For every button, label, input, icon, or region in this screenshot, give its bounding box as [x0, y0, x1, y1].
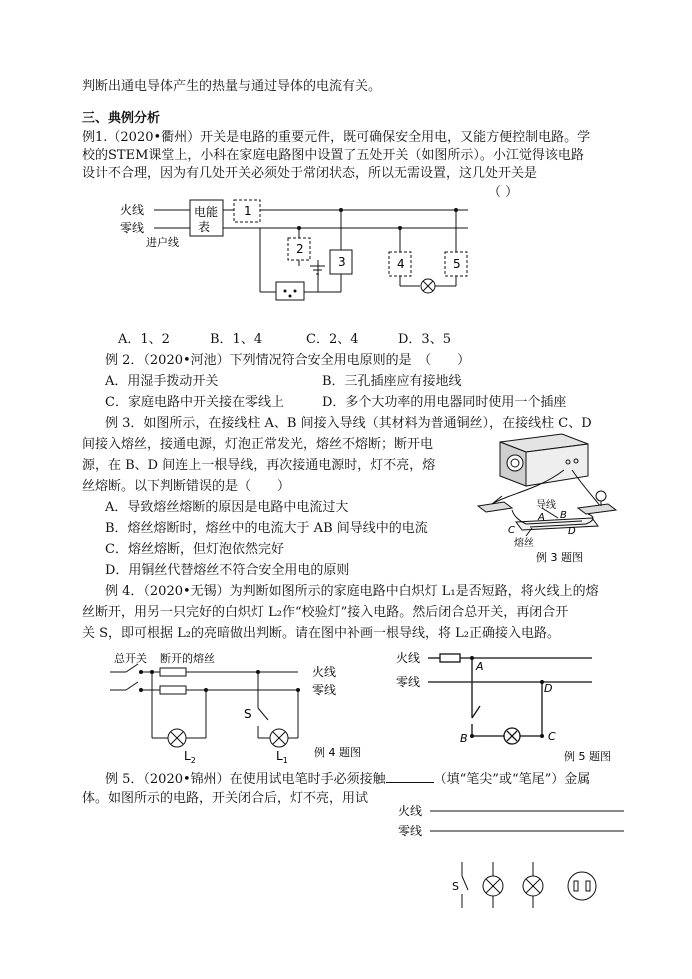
ex1-fig-switch-2: 2	[296, 242, 304, 256]
ex4-line3: 关 S，即可根据 L₂的亮暗做出判断。请在图中补画一根导线，将 L₂正确接入电路。	[82, 626, 560, 641]
ex5-fig-caption: 例 5 题图	[564, 750, 611, 763]
ex3-option-c: C．熔丝熔断，但灯泡依然完好	[105, 542, 284, 557]
ex3-line3: 源，在 B、D 间连上一根导线，再次接通电源时，灯不亮，熔	[82, 458, 436, 473]
ex4-fig-broken-fuse-label: 断开的熔丝	[160, 652, 215, 665]
ex1-line3: 设计不合理，因为有几处开关必须处于常闭状态，所以无需设置，这几处开关是	[82, 166, 538, 181]
ex5-fig-live-label: 火线	[396, 651, 421, 665]
ex5-answer-blank[interactable]	[386, 770, 434, 783]
ex5-fig-point-d: D	[544, 682, 553, 695]
ex5-fig-point-c: C	[548, 730, 556, 743]
ex4-fig-neutral-label: 零线	[312, 683, 337, 697]
ex5-circuit-figure	[392, 646, 622, 766]
ex1-answer-paren: （ ）	[488, 185, 519, 200]
ex2-option-b: B．三孔插座应有接地线	[322, 374, 462, 389]
ex3-line2: 间接入熔丝，接通电源，灯泡正常发光，熔丝不熔断；断开电	[82, 437, 434, 452]
ex5-qfig-neutral-label: 零线	[398, 824, 423, 838]
ex2-option-a: A．用湿手拨动开关	[105, 374, 219, 389]
ex5-question-figure	[396, 796, 628, 916]
ex1-fig-meter-label-1: 电能	[194, 205, 219, 219]
ex1-fig-switch-3: 3	[338, 255, 346, 269]
ex1-fig-meter-label-2: 表	[198, 220, 211, 234]
ex1-fig-switch-4: 4	[397, 257, 405, 271]
ex3-figure	[468, 430, 628, 566]
ex1-fig-switch-5: 5	[453, 257, 461, 271]
ex4-fig-caption: 例 4 题图	[314, 746, 361, 759]
ex3-line4: 丝熔断。以下判断错误的是（ ）	[82, 479, 291, 494]
ex4-fig-l1-label: $L_1$	[276, 749, 288, 765]
ex5-fig-neutral-label: 零线	[396, 675, 421, 689]
ex3-line1: 例 3．如图所示，在接线柱 A、B 间接入导线（其材料为普通铜丝），在接线柱 C、D	[105, 416, 592, 431]
ex3-fig-point-b: B	[560, 510, 567, 521]
ex5-line1-part-b: （填“笔尖”或“笔尾”）金属	[433, 772, 591, 787]
ex4-line2: 丝断开，用另一只完好的白炽灯 L₂作“校验灯”接入电路。然后闭合总开关，再闭合开	[82, 605, 569, 620]
ex1-option-b: B．1、4	[210, 332, 263, 347]
ex1-option-c: C．2、4	[306, 332, 359, 347]
ex4-fig-switch-s: S	[244, 707, 252, 721]
ex1-fig-live-label: 火线	[120, 203, 145, 217]
ex4-fig-main-switch-label: 总开关	[114, 652, 147, 665]
ex5-fig-point-a: A	[476, 660, 484, 673]
ex3-fig-wire-label: 导线	[536, 500, 556, 511]
ex4-fig-l2-label: $L_2$	[184, 749, 196, 765]
ex1-circuit-figure	[110, 192, 490, 312]
ex5-qfig-live-label: 火线	[398, 804, 423, 818]
ex1-fig-entry-label: 进户线	[146, 236, 179, 249]
ex4-fig-live-label: 火线	[312, 665, 337, 679]
ex2-stem: 例 2．（2020•河池）下列情况符合安全用电原则的是 （ ）	[105, 353, 471, 368]
ex2-option-d: D．多个大功率的用电器同时使用一个插座	[322, 395, 567, 410]
ex5-line1-part-a: 例 5．（2020•锦州）在使用试电笔时手必须接触	[105, 772, 386, 787]
ex5-qfig-switch-s: S	[452, 880, 459, 893]
intro-line: 判断出通电导体产生的热量与通过导体的电流有关。	[82, 79, 382, 94]
ex2-option-c: C．家庭电路中开关接在零线上	[105, 395, 284, 410]
ex3-option-a: A．导致熔丝熔断的原因是电路中电流过大	[105, 500, 349, 515]
ex4-line1: 例 4．（2020•无锡）为判断如图所示的家庭电路中白炽灯 L₁是否短路，将火线上的熔	[105, 584, 599, 599]
ex3-fig-point-d: D	[568, 526, 576, 537]
ex1-line1: 例1.（2020•衢州）开关是电路的重要元件，既可确保安全用电，又能方便控制电路。学	[82, 130, 591, 145]
ex3-fig-caption: 例 3 题图	[536, 551, 583, 564]
ex3-option-b: B．熔丝熔断时，熔丝中的电流大于 AB 间导线中的电流	[105, 521, 428, 536]
ex5-fig-point-b: B	[460, 732, 468, 745]
ex1-option-a: A．1、2	[118, 332, 170, 347]
ex4-circuit-figure	[108, 646, 378, 766]
ex1-line2: 校的STEM课堂上，小科在家庭电路图中设置了五处开关（如图所示）。小江觉得该电路	[82, 148, 584, 163]
ex3-fig-point-c: C	[508, 525, 515, 536]
ex3-option-d: D．用铜丝代替熔丝不符合安全用电的原则	[105, 563, 350, 578]
ex1-fig-switch-1: 1	[244, 204, 252, 218]
ex3-fig-fuse-label: 熔丝	[514, 538, 534, 549]
ex5-line1	[105, 770, 590, 788]
ex3-fig-point-a: A	[538, 512, 545, 523]
ex1-fig-neutral-label: 零线	[120, 221, 145, 235]
section-title: 三、典例分析	[82, 111, 161, 126]
ex5-line2: 体。如图所示的电路，开关闭合后，灯不亮，用试	[82, 791, 369, 806]
ex1-option-d: D．3、5	[398, 332, 451, 347]
